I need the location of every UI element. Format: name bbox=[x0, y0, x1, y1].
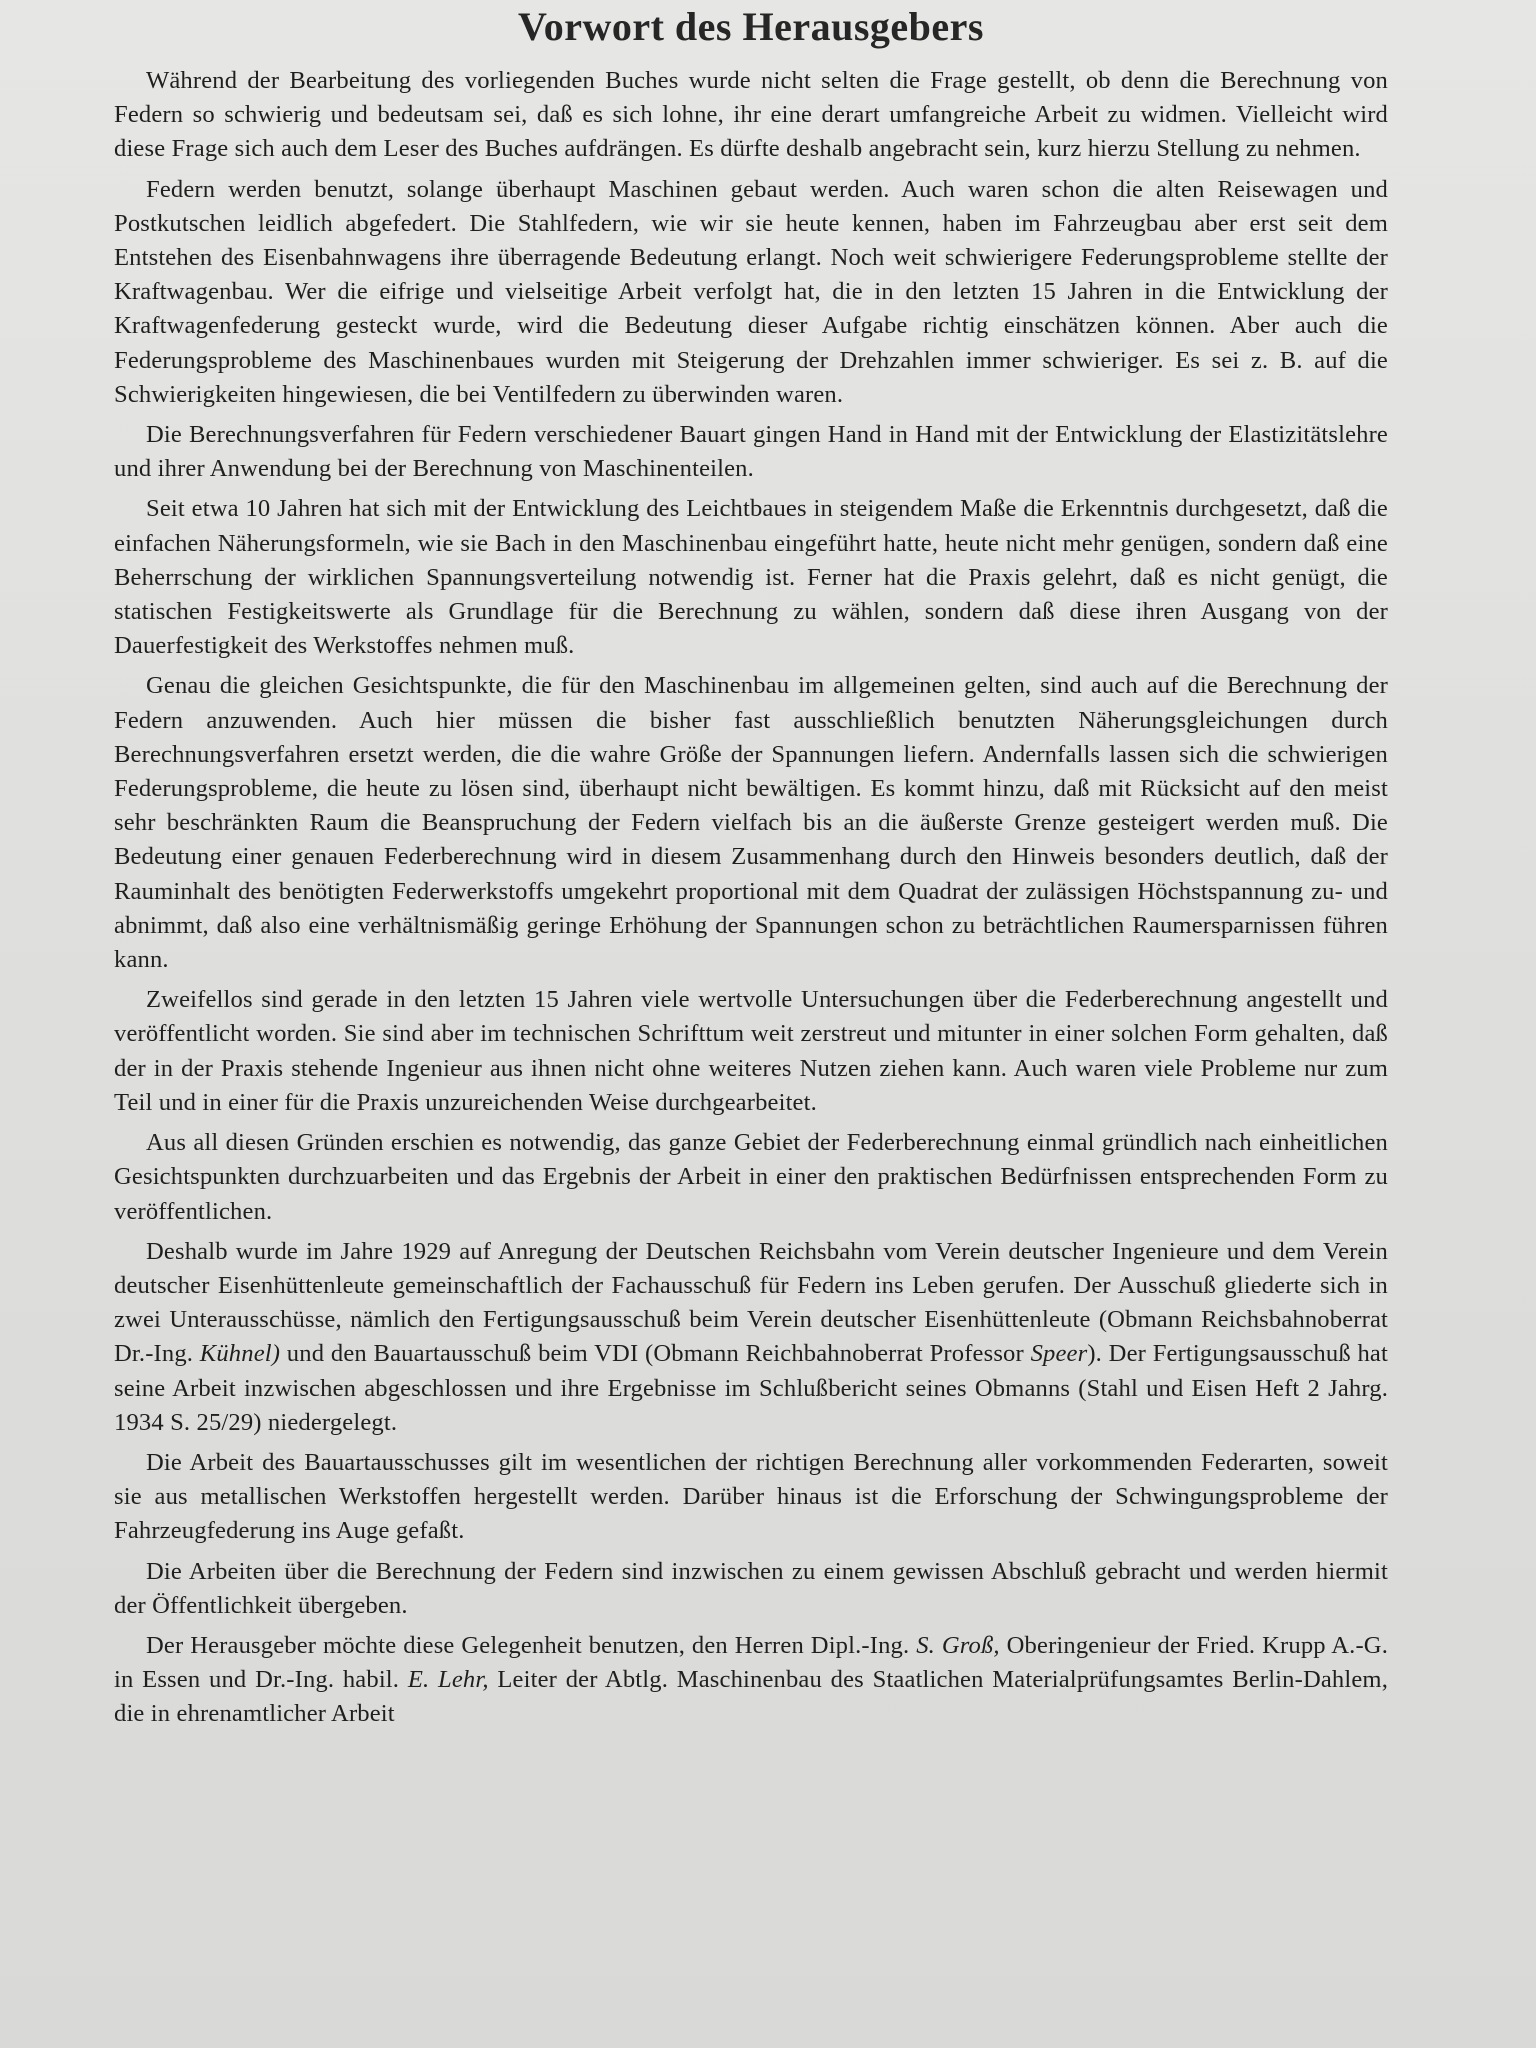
paragraph-6: Zweifellos sind gerade in den letzten 15 Jahren viele wertvolle Untersuchungen über die Federberechnung angestellt und veröffentlicht worden. Sie sind aber im technischen Schrifttum weit zerstreut und mitunter in einer solchen Form gehalten, daß der in der Praxis stehende Ingenieur aus ihnen nicht ohne weiteres Nutzen ziehen kann. Auch waren viele Probleme nur zum Teil und in einer für die Praxis unzureichenden Weise durchgearbeitet. bbox=[114, 986, 1388, 1116]
paragraph-7: Aus all diesen Gründen erschien es notwendig, das ganze Gebiet der Federberechnung einmal gründlich nach einheitlichen Gesichtspunkten durchzuarbeiten und das Ergebnis der Arbeit in einer den praktischen Bedürfnissen entsprechenden Form zu veröffentlichen. bbox=[114, 1129, 1388, 1225]
paragraph-5: Genau die gleichen Gesichtspunkte, die für den Maschinenbau im allgemeinen gelten, sind auch auf die Berechnung der Federn anzuwenden. Auch hier müssen die bisher fast ausschließlich benutzten Näherungsgleichungen durch Berechnungsverfahren ersetzt werden, die die wahre Größe der Spannungen liefern. Andernfalls lassen sich die schwierigen Federungsprobleme, die heute zu lösen sind, überhaupt nicht bewältigen. Es kommt hinzu, daß mit Rücksicht auf den meist sehr beschränkten Raum die Beanspruchung der Federn vielfach bis an die äußerste Grenze gesteigert werden muß. Die Bedeutung einer genauen Federberechnung wird in diesem Zusammenhang durch den Hinweis besonders deutlich, daß der Rauminhalt des benötigten Federwerkstoffs umgekehrt proportional mit dem Quadrat der zulässigen Höchstspannung zu- und abnimmt, daß also eine verhältnismäßig geringe Erhöhung der Spannungen schon zu beträchtlichen Raumersparnissen führen kann. bbox=[114, 672, 1388, 974]
paragraph-3: Die Berechnungsverfahren für Federn verschiedener Bauart gingen Hand in Hand mit der Entwicklung der Elastizitätslehre und ihrer Anwendung bei der Berechnung von Maschinenteilen. bbox=[114, 421, 1388, 483]
paragraph-4: Seit etwa 10 Jahren hat sich mit der Entwicklung des Leichtbaues in steigendem Maße die Erkenntnis durchgesetzt, daß die einfachen Näherungsformeln, wie sie Bach in den Maschinenbau eingeführt hatte, heute nicht mehr genügen, sondern daß eine Beherrschung der wirklichen Spannungsverteilung notwendig ist. Ferner hat die Praxis gelehrt, daß es nicht genügt, die statischen Festigkeitswerte als Grundlage für die Berechnung zu wählen, sondern daß diese ihren Ausgang von der Dauerfestigkeit des Werkstoffes nehmen muß. bbox=[114, 495, 1388, 660]
paragraph-10: Die Arbeiten über die Berechnung der Federn sind inzwischen zu einem gewissen Abschluß gebracht und werden hiermit der Öffentlichkeit übergeben. bbox=[114, 1557, 1388, 1619]
paragraph-9: Die Arbeit des Bauartausschusses gilt im wesentlichen der richtigen Berechnung aller vorkommenden Federarten, soweit sie aus metallischen Werkstoffen hergestellt werden. Darüber hinaus ist die Erforschung der Schwingungsprobleme der Fahrzeugfederung ins Auge gefaßt. bbox=[114, 1448, 1388, 1545]
name-speer: Speer bbox=[1030, 1340, 1088, 1368]
paragraph-11-text-c: Leiter der Abtlg. Maschinenbau des Staatlichen Materialprüfungsamtes Berlin-Dahlem, die in ehrenamtlicher Arbeit bbox=[114, 1666, 1389, 1728]
paragraph-8-text-a: Deshalb wurde im Jahre 1929 auf Anregung der Deutschen Reichsbahn vom Verein deutscher Ingenieure und dem Verein deutscher Eisenhüttenleute gemeinschaftlich der Fachausschuß für Federn ins Leben gerufen. Der Ausschuß gliederte sich in zwei Unterausschüsse, nämlich den Fertigungsausschuß beim Verein deutscher Eisenhüttenleute (Obmann Reichsbahnoberrat Dr.-Ing. bbox=[114, 1237, 1388, 1368]
paragraph-8-text-b: und den Bauartausschuß beim VDI (Obmann Reichbahnoberrat Professor bbox=[280, 1340, 1031, 1368]
paragraph-11 bbox=[114, 1629, 1388, 1732]
page-title: Vorwort des Herausgebers bbox=[517, 4, 984, 49]
name-kuehnel: Kühnel) bbox=[199, 1340, 281, 1368]
paragraph-11-text-b: Oberingenieur der Fried. Krupp A.-G. in Essen und Dr.-Ing. habil. bbox=[114, 1631, 1389, 1694]
paragraph-2: Federn werden benutzt, solange überhaupt Maschinen gebaut werden. Auch waren schon die alten Reisewagen und Postkutschen leidlich abgefedert. Die Stahlfedern, wie wir sie heute kennen, haben im Fahrzeugbau aber erst seit dem Entstehen des Eisenbahnwagens ihre überragende Bedeutung erlangt. Noch weit schwierigere Federungsprobleme stellte der Kraftwagenbau. Wer die eifrige und vielseitige Arbeit verfolgt hat, die in den letzten 15 Jahren in die Entwicklung der Kraftwagenfederung gesteckt wurde, wird die Bedeutung dieser Aufgabe richtig einschätzen können. Aber auch die Federungsprobleme des Maschinenbaues wurden mit Steigerung der Drehzahlen immer schwieriger. Es sei z. B. auf die Schwierigkeiten hingewiesen, die bei Ventilfedern zu überwinden waren. bbox=[114, 175, 1388, 408]
name-gross: S. Groß, bbox=[916, 1631, 1000, 1659]
paragraph-11-text-a: Der Herausgeber möchte diese Gelegenheit benutzen, den Herren Dipl.-Ing. bbox=[146, 1631, 917, 1659]
paragraph-8-text-c: ). Der Fertigungsausschuß hat seine Arbeit inzwischen abgeschlossen und ihre Ergebnisse im Schlußbericht seines Obmanns (Stahl und Eisen Heft 2 Jahrg. 1934 S. 25/29) niedergelegt. bbox=[114, 1340, 1388, 1436]
name-lehr: E. Lehr, bbox=[407, 1666, 489, 1694]
paragraph-1: Während der Bearbeitung des vorliegenden Buches wurde nicht selten die Frage gestellt, ob denn die Berechnung von Federn so schwierig und bedeutsam sei, daß es sich lohne, ihr eine derart umfangreiche Arbeit zu widmen. Vielleicht wird diese Frage sich auch dem Leser des Buches aufdrängen. Es dürfte deshalb angebracht sein, kurz hierzu Stellung zu nehmen. bbox=[114, 67, 1388, 163]
paragraph-8 bbox=[114, 1235, 1388, 1440]
